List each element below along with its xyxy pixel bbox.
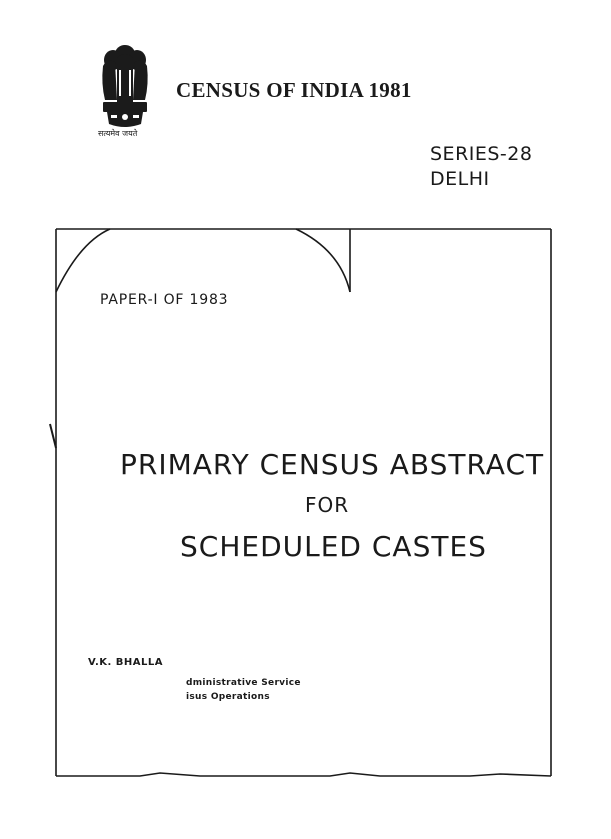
paper-number: PAPER-I OF 1983 xyxy=(100,292,229,308)
state-name: DELHI xyxy=(430,168,490,190)
designation-line-2: isus Operations xyxy=(186,692,270,702)
title-line-3: SCHEDULED CASTES xyxy=(180,530,487,563)
author-name: V.K. BHALLA xyxy=(88,657,163,668)
title-line-2: FOR xyxy=(305,493,350,517)
title-line-1: PRIMARY CENSUS ABSTRACT xyxy=(120,448,545,481)
series-number: SERIES-28 xyxy=(430,143,533,165)
designation-line-1: dministrative Service xyxy=(186,678,301,688)
author-designation xyxy=(186,676,301,704)
emblem-motto: सत्यमेव जयते xyxy=(98,129,138,138)
census-title: CENSUS OF INDIA 1981 xyxy=(176,78,412,102)
